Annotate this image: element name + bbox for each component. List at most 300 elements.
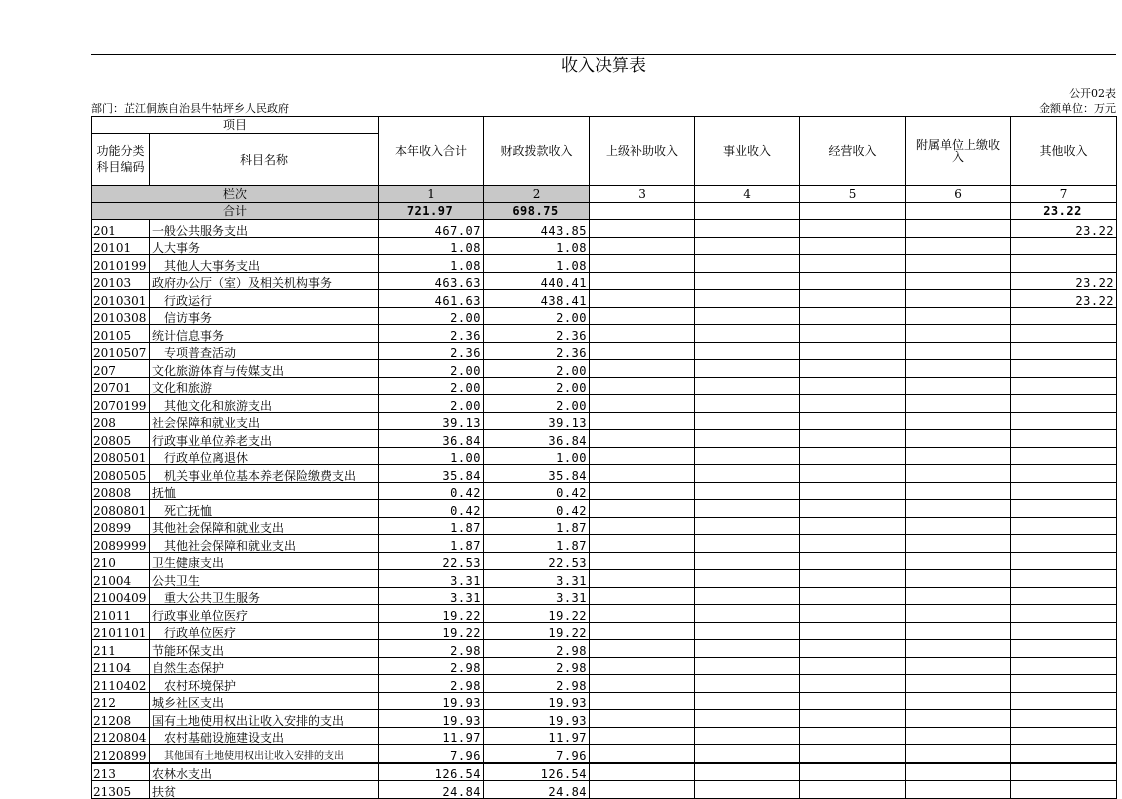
row-subject-name: 农林水支出 <box>150 763 379 781</box>
row-subject-name: 人大事务 <box>150 237 379 255</box>
row-total-income: 36.84 <box>379 430 484 448</box>
row-subject-name: 节能环保支出 <box>150 640 379 658</box>
row-total-income: 467.07 <box>379 220 484 238</box>
row-business-income <box>695 692 800 710</box>
row-total-income: 1.00 <box>379 447 484 465</box>
row-business-income <box>695 587 800 605</box>
row-operating-income <box>800 622 906 640</box>
spacer <box>91 78 1116 86</box>
row-superior-subsidy <box>590 552 695 570</box>
row-operating-income <box>800 237 906 255</box>
row-operating-income <box>800 763 906 781</box>
row-fiscal-appropriation: 36.84 <box>484 430 590 448</box>
row-superior-subsidy <box>590 763 695 781</box>
table-row <box>92 570 1117 588</box>
table-row <box>92 220 1117 238</box>
row-code: 20101 <box>92 237 150 255</box>
row-affiliate-income <box>906 657 1011 675</box>
row-subject-name: 其他社会保障和就业支出 <box>150 535 379 553</box>
row-fiscal-appropriation: 7.96 <box>484 745 590 763</box>
row-other-income <box>1011 745 1117 763</box>
row-other-income <box>1011 517 1117 535</box>
row-code: 2010301 <box>92 290 150 308</box>
row-affiliate-income <box>906 640 1011 658</box>
col-number-6: 6 <box>906 186 1011 203</box>
row-business-income <box>695 552 800 570</box>
row-subject-name: 自然生态保护 <box>150 657 379 675</box>
row-business-income <box>695 447 800 465</box>
row-business-income <box>695 465 800 483</box>
row-superior-subsidy <box>590 395 695 413</box>
row-total-income: 2.98 <box>379 657 484 675</box>
row-code: 20808 <box>92 482 150 500</box>
row-fiscal-appropriation: 39.13 <box>484 412 590 430</box>
row-fiscal-appropriation: 2.98 <box>484 640 590 658</box>
row-code: 2120804 <box>92 727 150 745</box>
row-affiliate-income <box>906 342 1011 360</box>
row-operating-income <box>800 640 906 658</box>
row-fiscal-appropriation: 1.08 <box>484 255 590 273</box>
row-other-income: 23.22 <box>1011 220 1117 238</box>
row-affiliate-income <box>906 237 1011 255</box>
func-code-header: 功能分类科目编码 <box>92 134 150 186</box>
row-business-income <box>695 325 800 343</box>
row-other-income <box>1011 500 1117 518</box>
row-other-income <box>1011 622 1117 640</box>
table-row <box>92 622 1117 640</box>
row-affiliate-income <box>906 377 1011 395</box>
row-business-income <box>695 710 800 728</box>
row-other-income <box>1011 377 1117 395</box>
row-superior-subsidy <box>590 535 695 553</box>
row-operating-income <box>800 360 906 378</box>
col-header-4: 事业收入 <box>695 117 800 186</box>
row-code: 20105 <box>92 325 150 343</box>
row-code: 207 <box>92 360 150 378</box>
row-affiliate-income <box>906 727 1011 745</box>
row-fiscal-appropriation: 24.84 <box>484 781 590 799</box>
table-row <box>92 360 1117 378</box>
row-business-income <box>695 290 800 308</box>
row-operating-income <box>800 307 906 325</box>
row-affiliate-income <box>906 500 1011 518</box>
row-fiscal-appropriation: 35.84 <box>484 465 590 483</box>
row-subject-name: 信访事务 <box>150 307 379 325</box>
row-fiscal-appropriation: 22.53 <box>484 552 590 570</box>
table-row <box>92 237 1117 255</box>
row-operating-income <box>800 675 906 693</box>
table-row <box>92 517 1117 535</box>
table-row <box>92 465 1117 483</box>
row-superior-subsidy <box>590 710 695 728</box>
row-affiliate-income <box>906 360 1011 378</box>
row-code: 211 <box>92 640 150 658</box>
row-fiscal-appropriation: 2.98 <box>484 657 590 675</box>
row-affiliate-income <box>906 272 1011 290</box>
row-subject-name: 政府办公厅（室）及相关机构事务 <box>150 272 379 290</box>
row-affiliate-income <box>906 220 1011 238</box>
row-operating-income <box>800 447 906 465</box>
row-operating-income <box>800 552 906 570</box>
row-total-income: 1.08 <box>379 255 484 273</box>
row-total-income: 463.63 <box>379 272 484 290</box>
row-subject-name: 其他国有土地使用权出让收入安排的支出 <box>150 745 379 763</box>
row-subject-name: 农村环境保护 <box>150 675 379 693</box>
col-header-3: 上级补助收入 <box>590 117 695 186</box>
row-total-income: 2.98 <box>379 640 484 658</box>
row-code: 21104 <box>92 657 150 675</box>
row-superior-subsidy <box>590 482 695 500</box>
row-other-income <box>1011 430 1117 448</box>
row-operating-income <box>800 465 906 483</box>
row-other-income <box>1011 552 1117 570</box>
row-affiliate-income <box>906 587 1011 605</box>
row-code: 20701 <box>92 377 150 395</box>
row-other-income <box>1011 535 1117 553</box>
row-code: 2010308 <box>92 307 150 325</box>
row-code: 21305 <box>92 781 150 799</box>
row-affiliate-income <box>906 692 1011 710</box>
row-total-income: 39.13 <box>379 412 484 430</box>
table-number: 公开02表 <box>1069 87 1117 100</box>
row-fiscal-appropriation: 2.00 <box>484 307 590 325</box>
row-subject-name: 扶贫 <box>150 781 379 799</box>
table-row <box>92 290 1117 308</box>
row-business-income <box>695 640 800 658</box>
row-subject-name: 公共卫生 <box>150 570 379 588</box>
row-affiliate-income <box>906 552 1011 570</box>
row-fiscal-appropriation: 2.00 <box>484 395 590 413</box>
row-operating-income <box>800 430 906 448</box>
row-operating-income <box>800 657 906 675</box>
row-operating-income <box>800 710 906 728</box>
row-other-income <box>1011 325 1117 343</box>
income-final-account-sheet <box>91 54 1116 799</box>
row-affiliate-income <box>906 482 1011 500</box>
row-fiscal-appropriation: 0.42 <box>484 500 590 518</box>
row-operating-income <box>800 745 906 763</box>
row-business-income <box>695 605 800 623</box>
row-other-income <box>1011 640 1117 658</box>
row-other-income <box>1011 237 1117 255</box>
row-operating-income <box>800 395 906 413</box>
row-operating-income <box>800 781 906 799</box>
table-row <box>92 587 1117 605</box>
row-operating-income <box>800 535 906 553</box>
row-code: 2080801 <box>92 500 150 518</box>
row-other-income <box>1011 763 1117 781</box>
col-number-7: 7 <box>1011 186 1117 203</box>
income-grid <box>91 116 1117 799</box>
table-row <box>92 272 1117 290</box>
row-other-income <box>1011 360 1117 378</box>
row-business-income <box>695 535 800 553</box>
row-business-income <box>695 342 800 360</box>
row-affiliate-income <box>906 745 1011 763</box>
row-superior-subsidy <box>590 781 695 799</box>
row-code: 210 <box>92 552 150 570</box>
row-affiliate-income <box>906 605 1011 623</box>
row-business-income <box>695 675 800 693</box>
row-code: 20805 <box>92 430 150 448</box>
row-subject-name: 社会保障和就业支出 <box>150 412 379 430</box>
table-row <box>92 640 1117 658</box>
row-superior-subsidy <box>590 465 695 483</box>
row-code: 208 <box>92 412 150 430</box>
row-operating-income <box>800 727 906 745</box>
table-row <box>92 482 1117 500</box>
row-other-income: 23.22 <box>1011 290 1117 308</box>
col-header-2: 财政拨款收入 <box>484 117 590 186</box>
row-business-income <box>695 272 800 290</box>
row-fiscal-appropriation: 2.36 <box>484 325 590 343</box>
row-total-income: 3.31 <box>379 570 484 588</box>
col-number-1: 1 <box>379 186 484 203</box>
row-total-income: 19.93 <box>379 692 484 710</box>
row-business-income <box>695 482 800 500</box>
row-business-income <box>695 500 800 518</box>
row-fiscal-appropriation: 19.93 <box>484 710 590 728</box>
row-superior-subsidy <box>590 342 695 360</box>
row-code: 212 <box>92 692 150 710</box>
table-row <box>92 342 1117 360</box>
row-superior-subsidy <box>590 640 695 658</box>
table-row <box>92 710 1117 728</box>
row-subject-name: 死亡抚恤 <box>150 500 379 518</box>
total-c2: 698.75 <box>484 203 590 220</box>
row-affiliate-income <box>906 535 1011 553</box>
row-fiscal-appropriation: 2.00 <box>484 377 590 395</box>
row-other-income <box>1011 727 1117 745</box>
row-fiscal-appropriation: 3.31 <box>484 570 590 588</box>
row-other-income <box>1011 465 1117 483</box>
col-number-2: 2 <box>484 186 590 203</box>
row-operating-income <box>800 570 906 588</box>
unit-label: 金额单位：万元 <box>1039 102 1117 115</box>
total-c6 <box>906 203 1011 220</box>
table-row <box>92 430 1117 448</box>
row-business-income <box>695 517 800 535</box>
row-code: 21011 <box>92 605 150 623</box>
row-subject-name: 行政事业单位医疗 <box>150 605 379 623</box>
row-subject-name: 其他文化和旅游支出 <box>150 395 379 413</box>
row-operating-income <box>800 692 906 710</box>
row-operating-income <box>800 482 906 500</box>
row-other-income <box>1011 710 1117 728</box>
table-row <box>92 307 1117 325</box>
row-code: 213 <box>92 763 150 781</box>
row-operating-income <box>800 377 906 395</box>
row-affiliate-income <box>906 430 1011 448</box>
row-other-income <box>1011 570 1117 588</box>
row-code: 2010199 <box>92 255 150 273</box>
row-subject-name: 其他人大事务支出 <box>150 255 379 273</box>
row-other-income <box>1011 255 1117 273</box>
row-superior-subsidy <box>590 290 695 308</box>
row-superior-subsidy <box>590 412 695 430</box>
row-other-income <box>1011 395 1117 413</box>
table-row <box>92 745 1117 763</box>
row-code: 2010507 <box>92 342 150 360</box>
row-other-income <box>1011 675 1117 693</box>
row-subject-name: 文化旅游体育与传媒支出 <box>150 360 379 378</box>
row-other-income: 23.22 <box>1011 272 1117 290</box>
table-row <box>92 255 1117 273</box>
row-superior-subsidy <box>590 727 695 745</box>
row-total-income: 0.42 <box>379 482 484 500</box>
row-superior-subsidy <box>590 500 695 518</box>
total-c4 <box>695 203 800 220</box>
row-affiliate-income <box>906 675 1011 693</box>
row-subject-name: 卫生健康支出 <box>150 552 379 570</box>
row-operating-income <box>800 255 906 273</box>
table-row <box>92 552 1117 570</box>
row-other-income <box>1011 307 1117 325</box>
table-row <box>92 395 1117 413</box>
row-operating-income <box>800 517 906 535</box>
row-affiliate-income <box>906 447 1011 465</box>
table-row <box>92 675 1117 693</box>
table-row <box>92 605 1117 623</box>
row-business-income <box>695 763 800 781</box>
spacer-cell <box>91 86 1010 101</box>
row-superior-subsidy <box>590 220 695 238</box>
row-code: 20899 <box>92 517 150 535</box>
row-fiscal-appropriation: 1.00 <box>484 447 590 465</box>
row-superior-subsidy <box>590 307 695 325</box>
row-code: 20103 <box>92 272 150 290</box>
row-total-income: 2.36 <box>379 325 484 343</box>
row-superior-subsidy <box>590 377 695 395</box>
row-total-income: 2.00 <box>379 360 484 378</box>
row-fiscal-appropriation: 1.87 <box>484 535 590 553</box>
row-subject-name: 农村基础设施建设支出 <box>150 727 379 745</box>
row-affiliate-income <box>906 710 1011 728</box>
row-operating-income <box>800 325 906 343</box>
row-superior-subsidy <box>590 447 695 465</box>
row-subject-name: 重大公共卫生服务 <box>150 587 379 605</box>
row-total-income: 461.63 <box>379 290 484 308</box>
table-row <box>92 535 1117 553</box>
table-row <box>92 447 1117 465</box>
row-total-income: 19.22 <box>379 605 484 623</box>
row-superior-subsidy <box>590 605 695 623</box>
row-code: 21004 <box>92 570 150 588</box>
total-c3 <box>590 203 695 220</box>
row-superior-subsidy <box>590 272 695 290</box>
col-header-5: 经营收入 <box>800 117 906 186</box>
row-business-income <box>695 570 800 588</box>
row-other-income <box>1011 781 1117 799</box>
table-row <box>92 763 1117 781</box>
row-total-income: 1.08 <box>379 237 484 255</box>
table-row <box>92 412 1117 430</box>
table-row <box>92 692 1117 710</box>
row-business-income <box>695 220 800 238</box>
row-operating-income <box>800 587 906 605</box>
row-affiliate-income <box>906 412 1011 430</box>
table-row <box>92 500 1117 518</box>
row-business-income <box>695 727 800 745</box>
table-row <box>92 657 1117 675</box>
row-total-income: 1.87 <box>379 517 484 535</box>
item-header: 项目 <box>92 117 379 134</box>
col-number-3: 3 <box>590 186 695 203</box>
row-affiliate-income <box>906 763 1011 781</box>
row-total-income: 2.00 <box>379 377 484 395</box>
row-superior-subsidy <box>590 622 695 640</box>
row-superior-subsidy <box>590 237 695 255</box>
table-row <box>92 727 1117 745</box>
row-business-income <box>695 237 800 255</box>
row-code: 2100409 <box>92 587 150 605</box>
row-business-income <box>695 360 800 378</box>
row-affiliate-income <box>906 517 1011 535</box>
row-superior-subsidy <box>590 325 695 343</box>
col-number-5: 5 <box>800 186 906 203</box>
row-fiscal-appropriation: 1.08 <box>484 237 590 255</box>
row-business-income <box>695 657 800 675</box>
row-superior-subsidy <box>590 587 695 605</box>
row-other-income <box>1011 605 1117 623</box>
row-operating-income <box>800 290 906 308</box>
row-total-income: 19.93 <box>379 710 484 728</box>
row-affiliate-income <box>906 465 1011 483</box>
row-operating-income <box>800 605 906 623</box>
row-number-label: 栏次 <box>92 186 379 203</box>
row-business-income <box>695 395 800 413</box>
total-c5 <box>800 203 906 220</box>
row-fiscal-appropriation: 438.41 <box>484 290 590 308</box>
row-subject-name: 行政单位离退休 <box>150 447 379 465</box>
row-business-income <box>695 622 800 640</box>
data-rows <box>92 220 1117 799</box>
row-superior-subsidy <box>590 570 695 588</box>
row-total-income: 2.98 <box>379 675 484 693</box>
table-row <box>92 325 1117 343</box>
report-title: 收入决算表 <box>91 55 1116 79</box>
row-other-income <box>1011 587 1117 605</box>
row-superior-subsidy <box>590 255 695 273</box>
row-total-income: 11.97 <box>379 727 484 745</box>
row-fiscal-appropriation: 0.42 <box>484 482 590 500</box>
row-subject-name: 其他社会保障和就业支出 <box>150 517 379 535</box>
col-header-6: 附属单位上缴收入 <box>906 117 1011 186</box>
row-fiscal-appropriation: 440.41 <box>484 272 590 290</box>
row-operating-income <box>800 500 906 518</box>
row-fiscal-appropriation: 2.00 <box>484 360 590 378</box>
row-fiscal-appropriation: 19.22 <box>484 622 590 640</box>
income-table <box>91 54 1116 116</box>
row-code: 2110402 <box>92 675 150 693</box>
row-total-income: 24.84 <box>379 781 484 799</box>
row-subject-name: 国有土地使用权出让收入安排的支出 <box>150 710 379 728</box>
row-superior-subsidy <box>590 745 695 763</box>
row-fiscal-appropriation: 2.36 <box>484 342 590 360</box>
row-subject-name: 行政单位医疗 <box>150 622 379 640</box>
row-total-income: 2.00 <box>379 395 484 413</box>
row-superior-subsidy <box>590 517 695 535</box>
row-other-income <box>1011 692 1117 710</box>
row-operating-income <box>800 220 906 238</box>
row-affiliate-income <box>906 622 1011 640</box>
row-superior-subsidy <box>590 657 695 675</box>
row-superior-subsidy <box>590 675 695 693</box>
col-header-1: 本年收入合计 <box>379 117 484 186</box>
row-affiliate-income <box>906 395 1011 413</box>
row-total-income: 7.96 <box>379 745 484 763</box>
subject-name-header: 科目名称 <box>150 134 379 186</box>
